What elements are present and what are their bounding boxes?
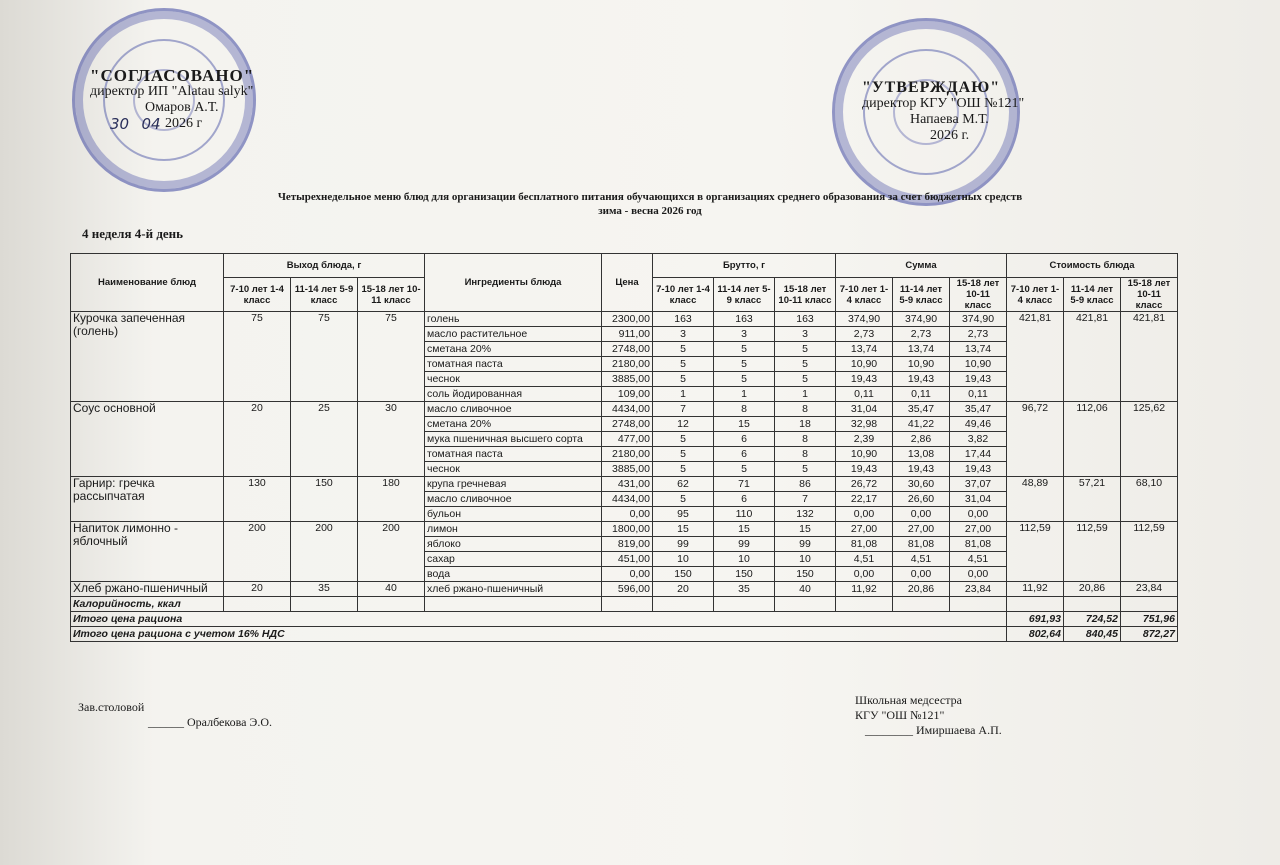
brutto-value: 1 — [775, 387, 836, 402]
sum-value: 49,46 — [950, 417, 1007, 432]
empty-cell — [1121, 597, 1178, 612]
sum-value: 0,11 — [893, 387, 950, 402]
approval-block-left — [90, 68, 254, 132]
sum-value: 0,00 — [893, 567, 950, 582]
total-row — [71, 612, 1178, 627]
brutto-value: 12 — [653, 417, 714, 432]
ingredient-price: 431,00 — [602, 477, 653, 492]
sum-value: 374,90 — [950, 312, 1007, 327]
approval-name: Напаева М.Т. — [910, 112, 989, 127]
header-age-group: 7-10 лет 1-4 класс — [653, 278, 714, 312]
brutto-value: 99 — [653, 537, 714, 552]
sum-value: 3,82 — [950, 432, 1007, 447]
ingredient-price: 2748,00 — [602, 417, 653, 432]
sum-value: 10,90 — [836, 357, 893, 372]
approval-year: 2026 г. — [930, 128, 970, 143]
ingredient-price: 3885,00 — [602, 462, 653, 477]
approval-title: "СОГЛАСОВАНО" — [90, 66, 255, 85]
sum-value: 30,60 — [893, 477, 950, 492]
brutto-value: 3 — [775, 327, 836, 342]
sum-value: 41,22 — [893, 417, 950, 432]
dish-yield: 200 — [358, 522, 425, 582]
brutto-value: 8 — [714, 402, 775, 417]
ingredient-price: 4434,00 — [602, 402, 653, 417]
total-vat-row-label: Итого цена рациона с учетом 16% НДС — [71, 627, 1007, 642]
ingredient-name: чеснок — [425, 462, 602, 477]
ingredient-name: томатная паста — [425, 447, 602, 462]
sum-value: 19,43 — [950, 372, 1007, 387]
brutto-value: 15 — [653, 522, 714, 537]
brutto-value: 20 — [653, 582, 714, 597]
brutto-value: 5 — [714, 357, 775, 372]
ingredient-name: хлеб ржано-пшеничный — [425, 582, 602, 597]
empty-cell — [714, 597, 775, 612]
sum-value: 13,08 — [893, 447, 950, 462]
brutto-value: 150 — [714, 567, 775, 582]
total-row-value: 751,96 — [1121, 612, 1178, 627]
sum-value: 10,90 — [836, 447, 893, 462]
document-title-line1: Четырехнедельное меню блюд для организации бесплатного питания обучающихся в организациях среднего образования за счет бюджетных средств — [277, 191, 1023, 203]
signature-right-org: КГУ "ОШ №121" — [855, 708, 945, 722]
table-row — [71, 402, 1178, 417]
sum-value: 2,73 — [950, 327, 1007, 342]
brutto-value: 5 — [775, 357, 836, 372]
header-age-group: 15-18 лет 10-11 класс — [1121, 278, 1178, 312]
sum-value: 19,43 — [893, 462, 950, 477]
dish-yield: 25 — [291, 402, 358, 477]
ingredient-name: томатная паста — [425, 357, 602, 372]
ingredient-price: 109,00 — [602, 387, 653, 402]
brutto-value: 6 — [714, 447, 775, 462]
brutto-value: 5 — [653, 447, 714, 462]
empty-cell — [224, 597, 291, 612]
signature-right: Школьная медсестра КГУ "ОШ №121" ________ Имиршаева А.П. — [855, 693, 1002, 737]
header-age-group: 7-10 лет 1-4 класс — [836, 278, 893, 312]
sum-value: 27,00 — [893, 522, 950, 537]
brutto-value: 1 — [714, 387, 775, 402]
dish-yield: 200 — [291, 522, 358, 582]
sum-value: 374,90 — [836, 312, 893, 327]
dish-yield: 30 — [358, 402, 425, 477]
brutto-value: 40 — [775, 582, 836, 597]
sum-value: 13,74 — [836, 342, 893, 357]
empty-cell — [653, 597, 714, 612]
sum-value: 374,90 — [893, 312, 950, 327]
document-title — [180, 190, 1120, 218]
ingredient-price: 911,00 — [602, 327, 653, 342]
ingredient-price: 4434,00 — [602, 492, 653, 507]
total-vat-row — [71, 627, 1178, 642]
brutto-value: 15 — [714, 522, 775, 537]
total-row-label: Итого цена рациона — [71, 612, 1007, 627]
brutto-value: 71 — [714, 477, 775, 492]
dish-yield: 75 — [358, 312, 425, 402]
brutto-value: 163 — [653, 312, 714, 327]
dish-yield: 130 — [224, 477, 291, 522]
calories-label: Калорийность, ккал — [71, 597, 224, 612]
total-row-value: 691,93 — [1007, 612, 1064, 627]
header-age-group: 7-10 лет 1-4 класс — [1007, 278, 1064, 312]
document-title-line2: зима - весна 2026 год — [598, 205, 702, 217]
sum-value: 2,73 — [893, 327, 950, 342]
approval-block-right — [862, 80, 1024, 144]
total-vat-row-value: 840,45 — [1064, 627, 1121, 642]
sum-value: 0,00 — [893, 507, 950, 522]
empty-cell — [358, 597, 425, 612]
ingredient-name: бульон — [425, 507, 602, 522]
brutto-value: 5 — [653, 462, 714, 477]
ingredient-price: 477,00 — [602, 432, 653, 447]
dish-cost: 23,84 — [1121, 582, 1178, 597]
sum-value: 27,00 — [836, 522, 893, 537]
ingredient-price: 0,00 — [602, 507, 653, 522]
brutto-value: 5 — [653, 492, 714, 507]
brutto-value: 163 — [775, 312, 836, 327]
sum-value: 19,43 — [836, 372, 893, 387]
approval-year: 2026 г — [165, 116, 203, 131]
sum-value: 2,73 — [836, 327, 893, 342]
header-age-group: 15-18 лет 10-11 класс — [358, 278, 425, 312]
approval-day: 30 — [110, 115, 130, 133]
ingredient-name: крупа гречневая — [425, 477, 602, 492]
header-age-group: 11-14 лет 5-9 класс — [714, 278, 775, 312]
menu-table — [70, 253, 1178, 642]
sum-value: 81,08 — [950, 537, 1007, 552]
signature-left: Зав.столовой ______ Оралбекова Э.О. — [78, 700, 273, 729]
approval-role: директор ИП "Alatau salyk" — [90, 84, 254, 99]
sum-value: 2,39 — [836, 432, 893, 447]
brutto-value: 5 — [653, 342, 714, 357]
ingredient-name: голень — [425, 312, 602, 327]
header-age-group: 7-10 лет 1-4 класс — [224, 278, 291, 312]
ingredient-name: лимон — [425, 522, 602, 537]
brutto-value: 5 — [714, 372, 775, 387]
sum-value: 81,08 — [836, 537, 893, 552]
brutto-value: 5 — [775, 372, 836, 387]
sum-value: 20,86 — [893, 582, 950, 597]
brutto-value: 15 — [714, 417, 775, 432]
sum-value: 10,90 — [893, 357, 950, 372]
brutto-value: 7 — [653, 402, 714, 417]
sum-value: 19,43 — [893, 372, 950, 387]
sum-value: 31,04 — [836, 402, 893, 417]
ingredient-price: 0,00 — [602, 567, 653, 582]
ingredient-name: яблоко — [425, 537, 602, 552]
sum-value: 31,04 — [950, 492, 1007, 507]
dish-name: Курочка запеченная (голень) — [71, 312, 224, 402]
dish-yield: 200 — [224, 522, 291, 582]
sum-value: 4,51 — [836, 552, 893, 567]
sum-value: 0,00 — [836, 507, 893, 522]
ingredient-name: сахар — [425, 552, 602, 567]
brutto-value: 163 — [714, 312, 775, 327]
approval-role: директор КГУ "ОШ №121" — [862, 96, 1025, 111]
brutto-value: 132 — [775, 507, 836, 522]
sum-value: 35,47 — [893, 402, 950, 417]
dish-yield: 180 — [358, 477, 425, 522]
dish-yield: 75 — [224, 312, 291, 402]
ingredient-name: сметана 20% — [425, 417, 602, 432]
ingredient-price: 2180,00 — [602, 447, 653, 462]
brutto-value: 8 — [775, 402, 836, 417]
sum-value: 2,86 — [893, 432, 950, 447]
header-price: Цена — [602, 254, 653, 312]
sum-value: 10,90 — [950, 357, 1007, 372]
brutto-value: 6 — [714, 432, 775, 447]
brutto-value: 5 — [714, 462, 775, 477]
brutto-value: 110 — [714, 507, 775, 522]
brutto-value: 1 — [653, 387, 714, 402]
brutto-value: 150 — [775, 567, 836, 582]
signature-right-name: Имиршаева А.П. — [916, 723, 1002, 737]
dish-cost: 48,89 — [1007, 477, 1064, 522]
dish-cost: 421,81 — [1064, 312, 1121, 402]
dish-cost: 421,81 — [1121, 312, 1178, 402]
dish-cost: 421,81 — [1007, 312, 1064, 402]
header-age-group: 15-18 лет 10-11 класс — [775, 278, 836, 312]
header-age-group: 11-14 лет 5-9 класс — [291, 278, 358, 312]
dish-yield: 20 — [224, 402, 291, 477]
header-age-group: 15-18 лет 10-11 класс — [950, 278, 1007, 312]
brutto-value: 62 — [653, 477, 714, 492]
ingredient-price: 3885,00 — [602, 372, 653, 387]
table-row — [71, 522, 1178, 537]
ingredient-price: 2180,00 — [602, 357, 653, 372]
dish-cost: 112,06 — [1064, 402, 1121, 477]
dish-name: Соус основной — [71, 402, 224, 477]
brutto-value: 5 — [714, 342, 775, 357]
sum-value: 26,60 — [893, 492, 950, 507]
dish-cost: 125,62 — [1121, 402, 1178, 477]
brutto-value: 5 — [653, 357, 714, 372]
brutto-value: 99 — [714, 537, 775, 552]
header-brutto: Брутто, г — [653, 254, 836, 278]
brutto-value: 3 — [653, 327, 714, 342]
sum-value: 0,00 — [836, 567, 893, 582]
brutto-value: 7 — [775, 492, 836, 507]
sum-value: 11,92 — [836, 582, 893, 597]
sum-value: 27,00 — [950, 522, 1007, 537]
brutto-value: 6 — [714, 492, 775, 507]
dish-name: Гарнир: гречка рассыпчатая — [71, 477, 224, 522]
signature-left-role: Зав.столовой — [78, 700, 145, 714]
dish-cost: 96,72 — [1007, 402, 1064, 477]
ingredient-name: вода — [425, 567, 602, 582]
brutto-value: 35 — [714, 582, 775, 597]
approval-name: Омаров А.Т. — [145, 100, 219, 115]
sum-value: 22,17 — [836, 492, 893, 507]
brutto-value: 15 — [775, 522, 836, 537]
empty-cell — [425, 597, 602, 612]
sum-value: 0,11 — [836, 387, 893, 402]
empty-cell — [1064, 597, 1121, 612]
brutto-value: 5 — [653, 372, 714, 387]
sum-value: 17,44 — [950, 447, 1007, 462]
dish-yield: 20 — [224, 582, 291, 597]
dish-name: Хлеб ржано-пшеничный — [71, 582, 224, 597]
dish-cost: 112,59 — [1007, 522, 1064, 582]
brutto-value: 5 — [775, 342, 836, 357]
sum-value: 13,74 — [893, 342, 950, 357]
header-sum: Сумма — [836, 254, 1007, 278]
brutto-value: 150 — [653, 567, 714, 582]
empty-cell — [893, 597, 950, 612]
dish-yield: 150 — [291, 477, 358, 522]
dish-cost: 57,21 — [1064, 477, 1121, 522]
total-vat-row-value: 872,27 — [1121, 627, 1178, 642]
brutto-value: 10 — [775, 552, 836, 567]
table-row — [71, 312, 1178, 327]
sum-value: 37,07 — [950, 477, 1007, 492]
empty-cell — [950, 597, 1007, 612]
empty-cell — [836, 597, 893, 612]
brutto-value: 99 — [775, 537, 836, 552]
dish-yield: 40 — [358, 582, 425, 597]
dish-cost: 112,59 — [1064, 522, 1121, 582]
header-dish: Наименование блюд — [71, 254, 224, 312]
brutto-value: 5 — [775, 462, 836, 477]
header-cost: Стоимость блюда — [1007, 254, 1178, 278]
ingredient-name: мука пшеничная высшего сорта — [425, 432, 602, 447]
sum-value: 0,00 — [950, 507, 1007, 522]
dish-cost: 20,86 — [1064, 582, 1121, 597]
ingredient-name: сметана 20% — [425, 342, 602, 357]
approval-month: 04 — [141, 115, 161, 133]
week-day-label: 4 неделя 4-й день — [82, 226, 184, 241]
brutto-value: 3 — [714, 327, 775, 342]
sum-value: 13,74 — [950, 342, 1007, 357]
table-row — [71, 477, 1178, 492]
sum-value: 4,51 — [950, 552, 1007, 567]
ingredient-name: масло растительное — [425, 327, 602, 342]
sum-value: 26,72 — [836, 477, 893, 492]
header-age-group: 11-14 лет 5-9 класс — [1064, 278, 1121, 312]
brutto-value: 10 — [653, 552, 714, 567]
ingredient-price: 596,00 — [602, 582, 653, 597]
dish-name: Напиток лимонно - яблочный — [71, 522, 224, 582]
sum-value: 4,51 — [893, 552, 950, 567]
header-age-group: 11-14 лет 5-9 класс — [893, 278, 950, 312]
sum-value: 23,84 — [950, 582, 1007, 597]
ingredient-name: масло сливочное — [425, 402, 602, 417]
empty-cell — [602, 597, 653, 612]
table-row — [71, 582, 1178, 597]
dish-cost: 68,10 — [1121, 477, 1178, 522]
brutto-value: 95 — [653, 507, 714, 522]
brutto-value: 5 — [653, 432, 714, 447]
signature-left-name: Оралбекова Э.О. — [187, 715, 273, 729]
ingredient-name: соль йодированная — [425, 387, 602, 402]
dish-yield: 75 — [291, 312, 358, 402]
sum-value: 19,43 — [836, 462, 893, 477]
sum-value: 32,98 — [836, 417, 893, 432]
ingredient-name: масло сливочное — [425, 492, 602, 507]
calories-row — [71, 597, 1178, 612]
brutto-value: 10 — [714, 552, 775, 567]
header-ingredients: Ингредиенты блюда — [425, 254, 602, 312]
ingredient-name: чеснок — [425, 372, 602, 387]
sum-value: 81,08 — [893, 537, 950, 552]
total-vat-row-value: 802,64 — [1007, 627, 1064, 642]
ingredient-price: 2300,00 — [602, 312, 653, 327]
signature-right-role: Школьная медсестра — [855, 693, 962, 707]
sum-value: 35,47 — [950, 402, 1007, 417]
dish-cost: 11,92 — [1007, 582, 1064, 597]
brutto-value: 18 — [775, 417, 836, 432]
total-row-value: 724,52 — [1064, 612, 1121, 627]
brutto-value: 8 — [775, 432, 836, 447]
ingredient-price: 451,00 — [602, 552, 653, 567]
ingredient-price: 1800,00 — [602, 522, 653, 537]
sum-value: 0,00 — [950, 567, 1007, 582]
sum-value: 19,43 — [950, 462, 1007, 477]
approval-title: "УТВЕРЖДАЮ" — [862, 79, 1001, 96]
empty-cell — [291, 597, 358, 612]
ingredient-price: 819,00 — [602, 537, 653, 552]
brutto-value: 8 — [775, 447, 836, 462]
header-yield: Выход блюда, г — [224, 254, 425, 278]
ingredient-price: 2748,00 — [602, 342, 653, 357]
brutto-value: 86 — [775, 477, 836, 492]
sum-value: 0,11 — [950, 387, 1007, 402]
dish-cost: 112,59 — [1121, 522, 1178, 582]
empty-cell — [775, 597, 836, 612]
dish-yield: 35 — [291, 582, 358, 597]
empty-cell — [1007, 597, 1064, 612]
